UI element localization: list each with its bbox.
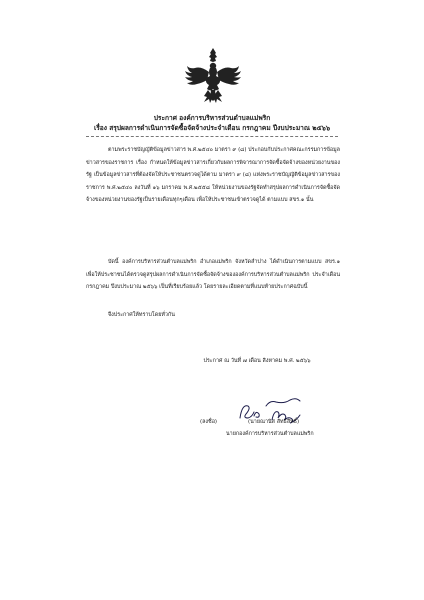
announcement-title: ประกาศ องค์การบริหารส่วนตำบลแม่พริก (153, 114, 271, 122)
signer-name: (นายณานิส สัทธิสิทธิ์) (248, 419, 300, 425)
garuda-emblem (182, 46, 244, 106)
body-paragraph-3: จึงประกาศให้ทราบโดยทั่วกัน (108, 312, 175, 318)
body-paragraph-1: ตามพระราชบัญญัติข้อมูลข่าวสาร พ.ศ.๒๕๔๐ มาตรา ๙ (๘) ประกอบกับประกาศคณะกรรมการข้อมูลข่าวสารของราชการ เรื่อง กำหนดให้ข้อมูลข่าวสารเกี่ยวกับผลการพิจารณาการจัดซื้อจัดจ้างของหน่วยงานของรัฐ เป็นข้อมูลข่าวสารที่ต้องจัดให้ประชาชนตรวจดูได้ตาม มาตรา ๙ (๘) แห่งพระราชบัญญัติข้อมูลข่าวสารของราชการ พ.ศ.๒๕๔๐ ลงวันที่ ๑๖ มกราคม พ.ศ.๒๕๕๘ ให้หน่วยงานของรัฐจัดทำสรุปผลการดำเนินการจัดซื้อจัดจ้างของหน่วยงานของรัฐเป็นรายเดือนทุกๆเดือน เพื่อให้ประชาชนเข้าตรวจดูได้ ตามแบบ สขร.๑ นั้น (86, 147, 340, 204)
announcement-subject: เรื่อง สรุปผลการดำเนินการจัดซื้อจัดจ้างประจำเดือน กรกฎาคม ปีงบประมาณ ๒๕๖๖ (93, 124, 331, 132)
divider (86, 136, 338, 137)
announcement-date: ประกาศ ณ วันที่ ๗ เดือน สิงหาคม พ.ศ. ๒๕๖๖ (203, 358, 311, 364)
signer-title: นายกองค์การบริหารส่วนตำบลแม่พริก (226, 431, 314, 437)
body-paragraph-2: บัดนี้ องค์การบริหารส่วนตำบลแม่พริก อำเภอแม่พริก จังหวัดลำปาง ได้ดำเนินการตามแบบ สขร.๑ เพื่อให้ประชาชนได้ตรวจดูสรุปผลการดำเนินการจัดซื้อจัดจ้างขององค์การบริหารส่วนตำบลแม่พริก ประจำเดือน กรกฎาคม ปีงบประมาณ ๒๕๖๖ เป็นที่เรียบร้อยแล้ว โดยรายละเอียดตามที่แนบท้ายประกาศฉบับนี้ (86, 259, 340, 291)
signature-label: (ลงชื่อ) (200, 419, 218, 425)
